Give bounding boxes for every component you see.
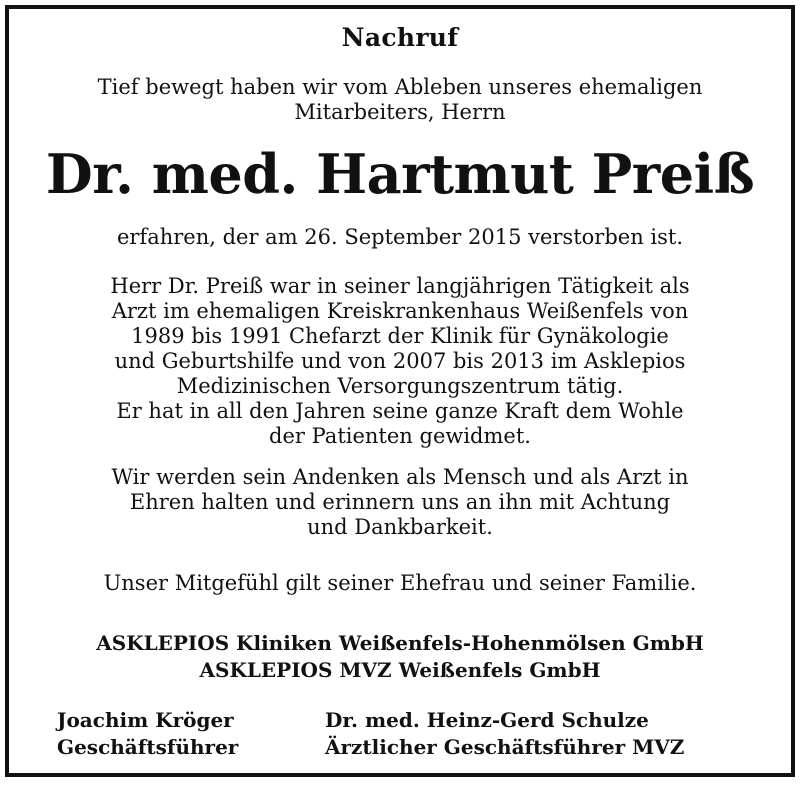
- career-paragraph: [9, 274, 791, 449]
- intro-text: [9, 75, 791, 125]
- signatory-name: Joachim Kröger: [57, 708, 234, 732]
- remembrance-line: Wir werden sein Andenken als Mensch und als Arzt in: [111, 465, 689, 489]
- organization-name: ASKLEPIOS MVZ Weißenfels GmbH: [199, 658, 601, 682]
- career-line: Er hat in all den Jahren seine ganze Kraft dem Wohle: [116, 399, 684, 423]
- career-line: und Geburtshilfe und von 2007 bis 2013 im Asklepios: [114, 349, 686, 373]
- remembrance-line: Ehren halten und erinnern uns an ihn mit Achtung: [129, 490, 671, 514]
- organizations: [9, 630, 791, 684]
- career-line: Arzt im ehemaligen Kreiskrankenhaus Weißenfels von: [111, 299, 689, 323]
- career-line: 1989 bis 1991 Chefarzt der Klinik für Gynäkologie: [131, 324, 669, 348]
- signatory-role: Ärztlicher Geschäftsführer MVZ: [325, 735, 685, 759]
- remembrance-paragraph: [9, 465, 791, 540]
- signatory-1: [57, 707, 238, 761]
- career-line: der Patienten gewidmet.: [269, 424, 531, 448]
- intro-line: Tief bewegt haben wir vom Ableben unseres ehemaligen: [97, 75, 703, 99]
- death-date-text: [9, 225, 791, 250]
- notice-title: Nachruf: [341, 23, 459, 52]
- career-line: Medizinischen Versorgungszentrum tätig.: [176, 374, 624, 398]
- signatory-role: Geschäftsführer: [57, 735, 239, 759]
- signatory-name: Dr. med. Heinz-Gerd Schulze: [325, 708, 649, 732]
- deceased-name: Dr. med. Hartmut Preiß: [45, 142, 755, 206]
- remembrance-line: und Dankbarkeit.: [307, 515, 493, 539]
- condolence-text: [9, 571, 791, 596]
- career-line: Herr Dr. Preiß war in seiner langjährigen Tätigkeit als: [110, 274, 690, 298]
- organization-name: ASKLEPIOS Kliniken Weißenfels-Hohenmölsen GmbH: [96, 631, 704, 655]
- obituary-notice: [5, 5, 795, 777]
- intro-line: Mitarbeiters, Herrn: [294, 100, 506, 124]
- signatory-2: [325, 707, 684, 761]
- condolence-line: Unser Mitgefühl gilt seiner Ehefrau und seiner Familie.: [103, 571, 697, 595]
- death-line: erfahren, der am 26. September 2015 verstorben ist.: [116, 225, 684, 249]
